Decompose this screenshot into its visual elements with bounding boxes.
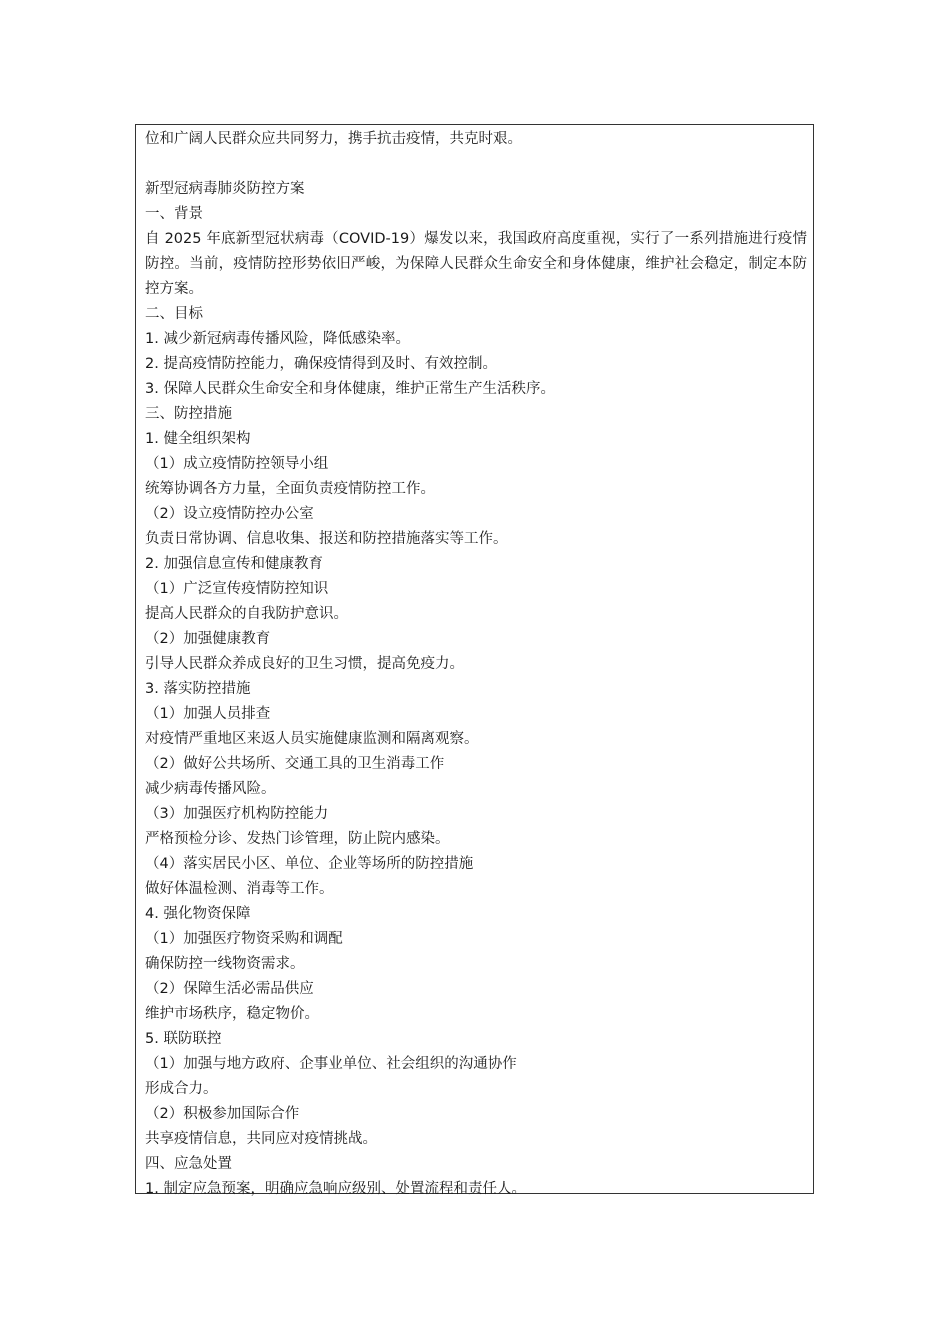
section-heading-emergency: 四、应急处置 bbox=[145, 1156, 232, 1172]
measure-line: 2. 加强信息宣传和健康教育 bbox=[145, 556, 323, 572]
section-heading-measures: 三、防控措施 bbox=[145, 406, 232, 422]
measure-line: （1）广泛宣传疫情防控知识 bbox=[145, 581, 329, 597]
measure-line: 形成合力。 bbox=[145, 1081, 218, 1097]
measure-line: （1）加强人员排查 bbox=[145, 706, 271, 722]
measure-line: 减少病毒传播风险。 bbox=[145, 781, 276, 797]
background-paragraph: 自 2025 年底新型冠状病毒（COVID-19）爆发以来，我国政府高度重视，实行了一系列措施进行疫情防控。当前，疫情防控形势依旧严峻，为保障人民群众生命安全和身体健康，维护社会稳定，制定本防控方案。 bbox=[145, 231, 807, 297]
measure-line: （2）积极参加国际合作 bbox=[145, 1106, 300, 1122]
goal-item: 3. 保障人民群众生命安全和身体健康，维护正常生产生活秩序。 bbox=[145, 381, 555, 397]
measure-line: （1）加强医疗物资采购和调配 bbox=[145, 931, 343, 947]
goal-item: 1. 减少新冠病毒传播风险，降低感染率。 bbox=[145, 331, 410, 347]
measure-line: 严格预检分诊、发热门诊管理，防止院内感染。 bbox=[145, 831, 450, 847]
measure-line: （1）加强与地方政府、企事业单位、社会组织的沟通协作 bbox=[145, 1056, 517, 1072]
measure-line: 共享疫情信息，共同应对疫情挑战。 bbox=[145, 1131, 377, 1147]
measure-line: 做好体温检测、消毒等工作。 bbox=[145, 881, 334, 897]
emergency-item: 1. 制定应急预案，明确应急响应级别、处置流程和责任人。 bbox=[145, 1181, 526, 1197]
measure-line: （4）落实居民小区、单位、企业等场所的防控措施 bbox=[145, 856, 474, 872]
goal-item: 2. 提高疫情防控能力，确保疫情得到及时、有效控制。 bbox=[145, 356, 497, 372]
section-heading-goals: 二、目标 bbox=[145, 306, 203, 322]
document-title: 新型冠病毒肺炎防控方案 bbox=[145, 181, 305, 197]
measure-line: 统筹协调各方力量，全面负责疫情防控工作。 bbox=[145, 481, 435, 497]
document-body bbox=[145, 127, 807, 1202]
blank-line bbox=[145, 152, 807, 177]
measure-line: 确保防控一线物资需求。 bbox=[145, 956, 305, 972]
measure-line: 提高人民群众的自我防护意识。 bbox=[145, 606, 348, 622]
measure-line: （2）设立疫情防控办公室 bbox=[145, 506, 314, 522]
text-line: 位和广阔人民群众应共同努力，携手抗击疫情，共克时艰。 bbox=[145, 131, 522, 147]
measure-line: 4. 强化物资保障 bbox=[145, 906, 251, 922]
measure-line: （2）保障生活必需品供应 bbox=[145, 981, 314, 997]
measure-line: 3. 落实防控措施 bbox=[145, 681, 251, 697]
measure-line: （3）加强医疗机构防控能力 bbox=[145, 806, 329, 822]
measure-line: 引导人民群众养成良好的卫生习惯，提高免疫力。 bbox=[145, 656, 464, 672]
measure-line: （2）加强健康教育 bbox=[145, 631, 271, 647]
measure-line: 5. 联防联控 bbox=[145, 1031, 222, 1047]
document-frame bbox=[135, 124, 814, 1197]
measure-line: （2）做好公共场所、交通工具的卫生消毒工作 bbox=[145, 756, 445, 772]
measure-line: 1. 健全组织架构 bbox=[145, 431, 251, 447]
measure-line: 维护市场秩序，稳定物价。 bbox=[145, 1006, 319, 1022]
section-heading-background: 一、背景 bbox=[145, 206, 203, 222]
measure-line: 负责日常协调、信息收集、报送和防控措施落实等工作。 bbox=[145, 531, 508, 547]
measure-line: 对疫情严重地区来返人员实施健康监测和隔离观察。 bbox=[145, 731, 479, 747]
measure-line: （1）成立疫情防控领导小组 bbox=[145, 456, 329, 472]
